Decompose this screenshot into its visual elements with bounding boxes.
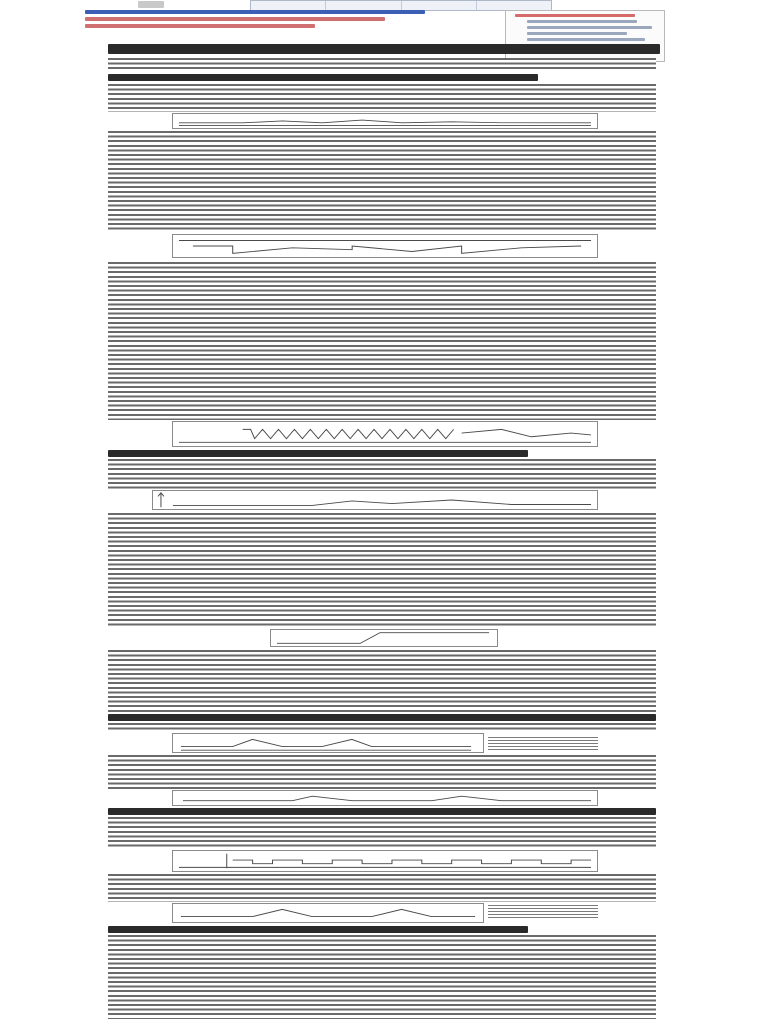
figure-side-note [488,905,598,919]
section-heading [108,808,656,815]
section-heading [108,74,538,81]
figure-1 [172,113,598,129]
article-main-heading [108,44,660,54]
figure-7 [172,790,598,806]
section-paragraph [108,874,656,902]
waveform-diagram [173,791,597,805]
section-paragraph [108,723,656,731]
rise-time-diagram [271,630,497,646]
figure-4 [152,490,598,510]
section-paragraph [108,817,656,847]
arrow-timing-diagram [153,491,597,509]
figure-3 [172,421,598,447]
figure-side-note [488,737,598,751]
section-heading [108,714,656,721]
figure-5 [270,629,498,647]
section-paragraph [108,459,656,489]
waveform-diagram [173,114,597,128]
section-paragraph [108,513,656,627]
figure-9 [172,903,484,923]
section-heading [108,926,528,933]
waveform-diagram [173,235,597,257]
waveform-diagram [173,734,483,752]
section-paragraph [108,755,656,789]
figure-2 [172,234,598,258]
section-heading [108,450,528,457]
section-paragraph [108,84,656,112]
section-paragraph [108,935,656,1019]
waveform-diagram [173,904,483,922]
pulse-train-diagram [173,422,597,446]
section-paragraph [108,650,656,712]
pulse-train-diagram [173,851,597,871]
section-paragraph [108,131,656,231]
figure-8 [172,850,598,872]
figure-6 [172,733,484,753]
article-intro [108,58,656,72]
section-paragraph [108,262,656,420]
